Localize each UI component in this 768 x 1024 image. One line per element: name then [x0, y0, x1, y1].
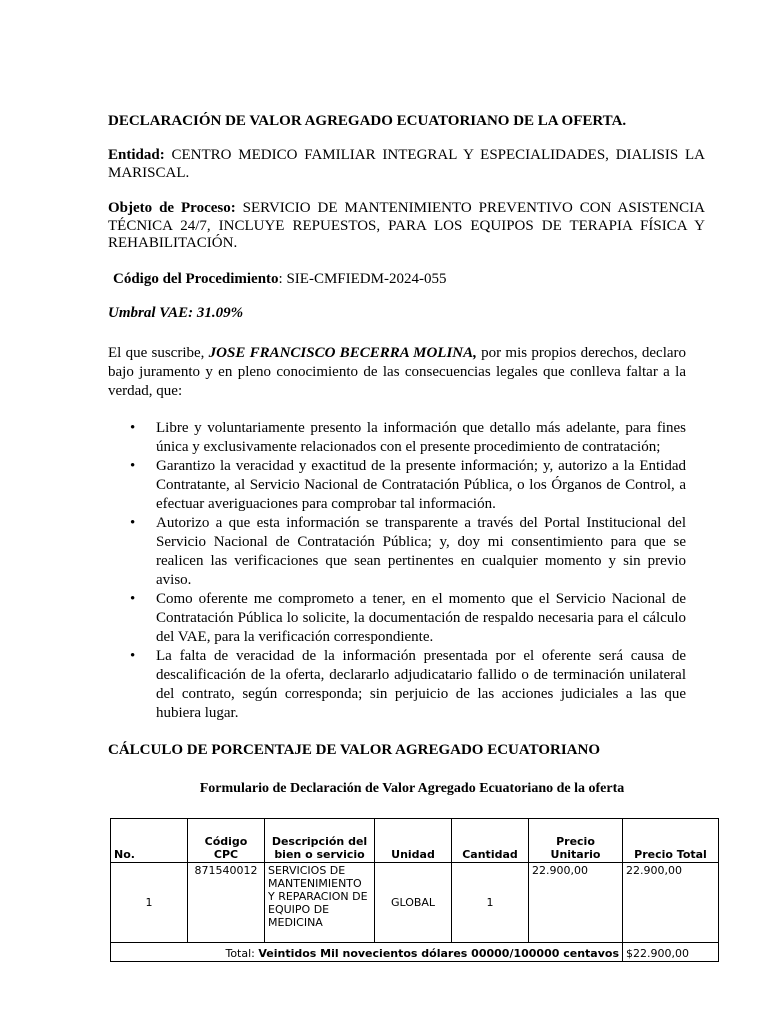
bullet-icon: •	[130, 420, 136, 436]
table-total-row	[111, 943, 719, 962]
header-descripcion: Descripción del bien o servicio	[265, 819, 375, 863]
list-item	[130, 419, 686, 457]
codigo-value: : SIE-CMFIEDM-2024-055	[278, 271, 447, 287]
cell-precio-unitario: 22.900,00	[529, 863, 623, 943]
list-item	[130, 590, 686, 647]
total-value: $22.900,00	[623, 943, 719, 962]
objeto-value: SERVICIO DE MANTENIMIENTO PREVENTIVO CON ASISTENCIA TÉCNICA 24/7, INCLUYE REPUESTOS, PARA LOS EQUIPOS DE TERAPIA FÍSICA Y REHABILITACIÓN.	[108, 200, 705, 251]
cell-cantidad: 1	[452, 863, 529, 943]
list-item	[130, 457, 686, 514]
header-precio-total: Precio Total	[623, 819, 719, 863]
declarant-name: JOSE FRANCISCO BECERRA MOLINA,	[208, 345, 477, 361]
declaration-bullet-list	[130, 419, 686, 723]
bullet-icon: •	[130, 458, 136, 474]
bullet-icon: •	[130, 515, 136, 531]
objeto-paragraph	[108, 200, 705, 253]
declaration-suffix: por mis propios derechos, declaro bajo juramento y en pleno conocimiento de las consecuencias legales que conlleva faltar a la verdad, que:	[108, 345, 687, 399]
header-cantidad: Cantidad	[452, 819, 529, 863]
total-words: Veintidos Mil novecientos dólares 00000/100000 centavos	[258, 947, 619, 960]
header-unidad: Unidad	[375, 819, 452, 863]
total-label: Total:	[225, 947, 259, 960]
header-no: No.	[111, 819, 188, 863]
cell-cpc: 871540012	[188, 863, 265, 943]
objeto-label: Objeto de Proceso:	[108, 200, 236, 216]
bullet-text: Autorizo a que esta información se transparente a través del Portal Institucional del Servicio Nacional de Contratación Pública; y, doy mi consentimiento para que se realicen las verificaciones que sean pertinentes en cualquier momento y sin previo aviso.	[156, 515, 686, 588]
list-item	[130, 514, 686, 590]
vae-table	[110, 818, 719, 962]
codigo-label: Código del Procedimiento	[113, 271, 279, 287]
table-header-row	[111, 819, 719, 863]
bullet-icon: •	[130, 648, 136, 664]
section-title: CÁLCULO DE PORCENTAJE DE VALOR AGREGADO ECUATORIANO	[108, 742, 601, 758]
bullet-text: La falta de veracidad de la información presentada por el oferente será causa de descalificación de la oferta, declararlo adjudicatario fallido o de terminación unilateral del contrato, según corresponda; sin perjuicio de las acciones judiciales a las que hubiera lugar.	[156, 648, 686, 721]
declaration-paragraph	[108, 344, 686, 401]
codigo-paragraph	[113, 271, 710, 289]
header-precio-unitario: Precio Unitario	[529, 819, 623, 863]
cell-no: 1	[111, 863, 188, 943]
umbral-vae: Umbral VAE: 31.09%	[108, 305, 244, 321]
bullet-text: Garantizo la veracidad y exactitud de la presente información; y, autorizo a la Entidad Contratante, al Servicio Nacional de Contratación Pública, o los Órganos de Control, a efectuar averiguaciones para comprobar tal información.	[156, 458, 686, 512]
total-label-cell	[111, 943, 623, 962]
bullet-icon: •	[130, 591, 136, 607]
bullet-text: Libre y voluntariamente presento la información que detallo más adelante, para fines única y exclusivamente relacionados con el presente procedimiento de contratación;	[156, 420, 686, 455]
table-row	[111, 863, 719, 943]
cell-descripcion: SERVICIOS DE MANTENIMIENTO Y REPARACION DE EQUIPO DE MEDICINA	[265, 863, 375, 943]
list-item	[130, 647, 686, 723]
bullet-text: Como oferente me comprometo a tener, en el momento que el Servicio Nacional de Contratación Pública lo solicite, la documentación de respaldo necesaria para el cálculo del VAE, para la verificación correspondiente.	[156, 591, 686, 645]
document-title: DECLARACIÓN DE VALOR AGREGADO ECUATORIANO DE LA OFERTA.	[108, 113, 627, 129]
cell-precio-total: 22.900,00	[623, 863, 719, 943]
cell-unidad: GLOBAL	[375, 863, 452, 943]
declaration-prefix: El que suscribe,	[108, 345, 209, 361]
entidad-label: Entidad:	[108, 147, 165, 163]
entidad-value: CENTRO MEDICO FAMILIAR INTEGRAL Y ESPECIALIDADES, DIALISIS LA MARISCAL.	[108, 147, 705, 181]
form-title: Formulario de Declaración de Valor Agregado Ecuatoriano de la oferta	[199, 781, 625, 796]
header-cpc: Código CPC	[188, 819, 265, 863]
entidad-paragraph	[108, 147, 705, 182]
